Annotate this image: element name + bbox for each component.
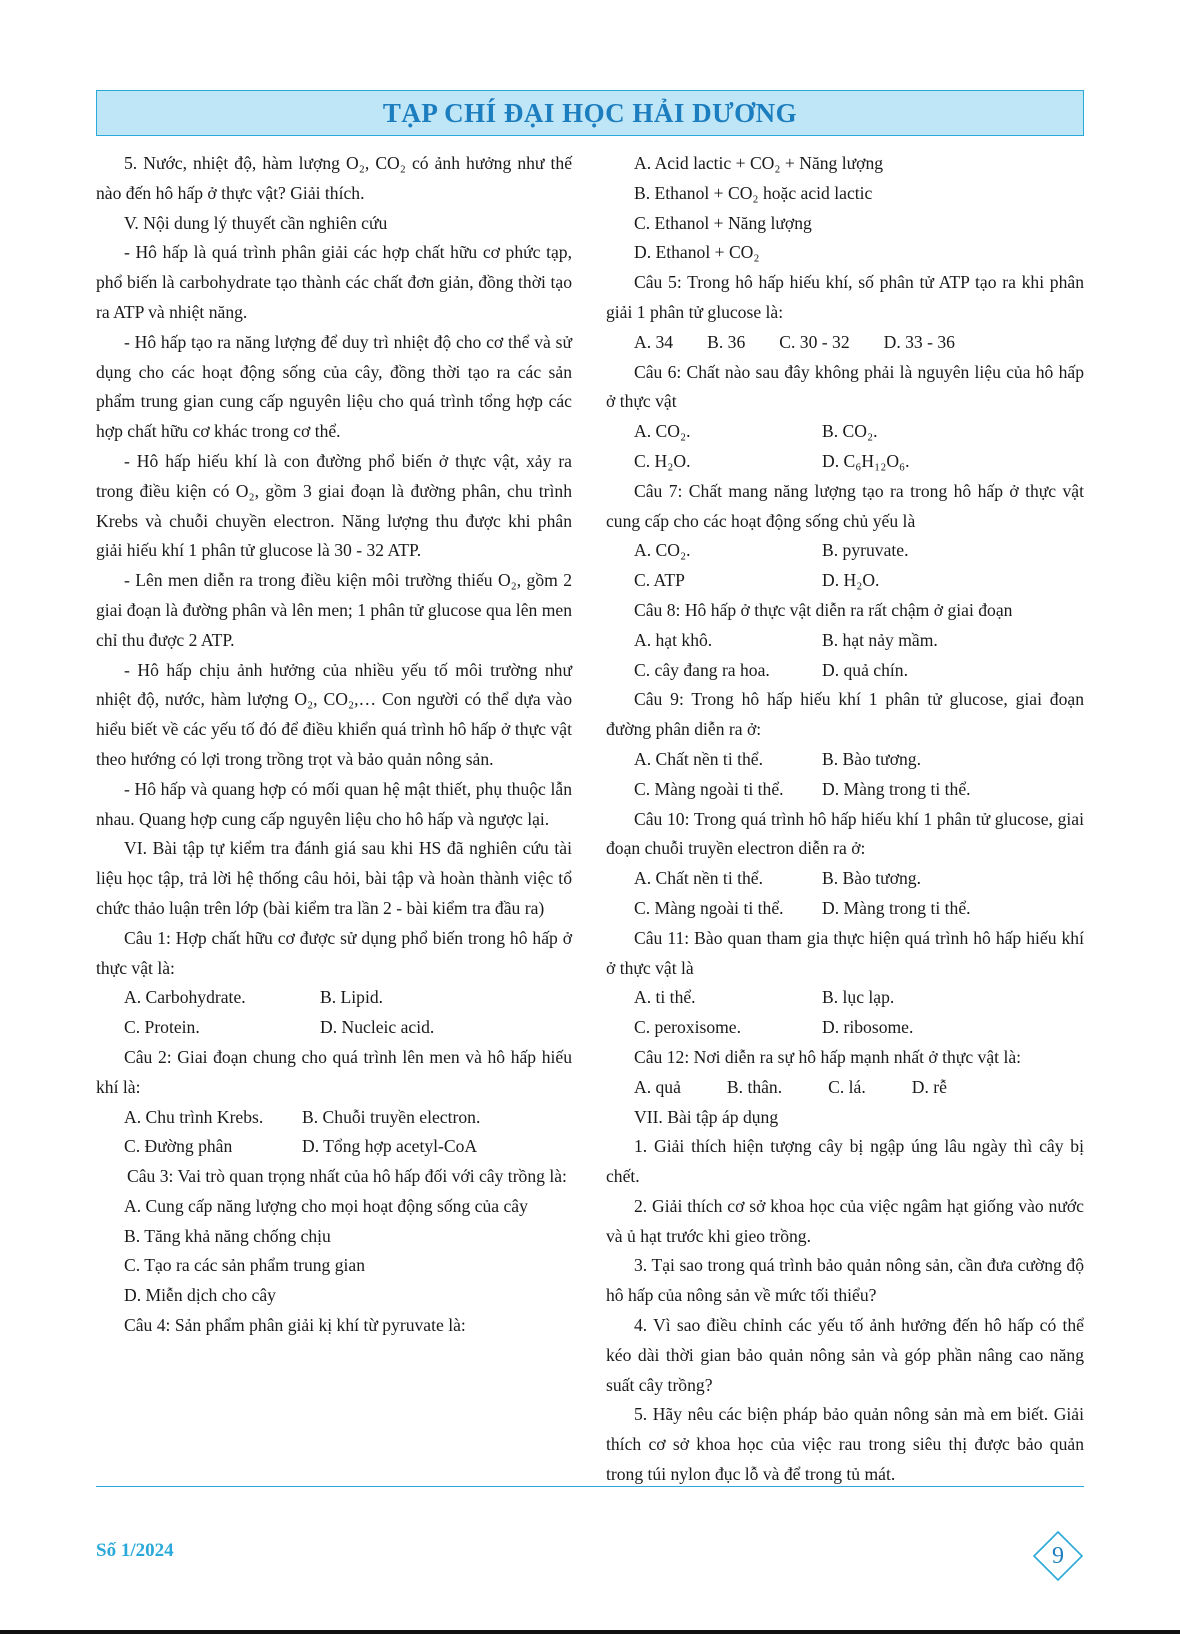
right-column [606, 149, 1084, 1490]
theory-paragraph: - Hô hấp tạo ra năng lượng để duy trì nhiệt độ cho cơ thể và sử dụng cho các hoạt động sống của cây, đồng thời tạo ra các sản phẩm trung gian cung cấp nguyên liệu cho quá trình tổng hợp các hợp chất hữu cơ khác trong cơ thể. [96, 331, 572, 442]
question-9-options [606, 745, 1084, 775]
option-c: C. cây đang ra hoa. [634, 659, 770, 680]
option-d: D. Tổng hợp acetyl-CoA [302, 1136, 478, 1157]
option-a: A. Chất nền ti thể. [634, 868, 763, 889]
option-a: A. CO₂. [634, 540, 691, 561]
option-b: B. thân. [726, 1076, 783, 1097]
option-d: D. Ethanol + CO₂ [634, 242, 760, 263]
option-b: B. 36 [707, 331, 746, 352]
option-c: C. lá. [828, 1076, 866, 1097]
question-10-options [606, 864, 1084, 894]
question-11-options [606, 983, 1084, 1013]
question-7-options [606, 536, 1084, 566]
option-a: A. 34 [634, 331, 674, 352]
option-b: B. Tăng khả năng chống chịu [124, 1225, 331, 1246]
question-2-options [96, 1103, 572, 1133]
question-6-options [606, 447, 1084, 477]
question-7-options [606, 566, 1084, 596]
option-d: D. rễ [911, 1076, 947, 1097]
option-a: A. Chất nền ti thể. [634, 748, 763, 769]
theory-paragraph: - Hô hấp chịu ảnh hưởng của nhiều yếu tố môi trường như nhiệt độ, nước, hàm lượng O₂, CO₂,… Con người có thể dựa vào hiểu biết về các yếu tố đó để điều khiển quá trình hô hấp ở thực vật theo hướng có lợi trong trồng trọt và bảo quản nông sản. [96, 659, 572, 769]
theory-paragraph: - Lên men diễn ra trong điều kiện môi trường thiếu O₂, gồm 2 giai đoạn là đường phân và lên men; 1 phân tử glucose qua lên men chỉ thu được 2 ATP. [96, 570, 572, 650]
option-a: A. quả [634, 1076, 681, 1097]
option-b: B. Chuỗi truyền electron. [302, 1106, 481, 1127]
question-8-options [606, 626, 1084, 656]
question-1-options [96, 983, 572, 1013]
option-c: C. Tạo ra các sản phẩm trung gian [124, 1255, 366, 1276]
option-d: D. Nucleic acid. [320, 1017, 435, 1038]
left-column [96, 149, 572, 1341]
question-11-options [606, 1013, 1084, 1043]
question-1-options [96, 1013, 572, 1043]
option-c: C. ATP [634, 570, 685, 591]
option-d: D. H₂O. [822, 570, 880, 591]
option-a: A. Acid lactic + CO₂ + Năng lượng [634, 153, 884, 173]
option-d: D. Màng trong ti thể. [822, 897, 971, 918]
question-12: Câu 12: Nơi diễn ra sự hô hấp mạnh nhất ở thực vật là: [634, 1046, 1022, 1067]
question-1: Câu 1: Hợp chất hữu cơ được sử dụng phổ biến trong hô hấp ở thực vật là: [96, 927, 572, 978]
option-a: A. Cung cấp năng lượng cho mọi hoạt động sống của cây [124, 1195, 528, 1216]
section-vii-heading: VII. Bài tập áp dụng [634, 1106, 779, 1127]
exercise-item: 2. Giải thích cơ sở khoa học của việc ngâm hạt giống vào nước và ủ hạt trước khi gieo trồng. [606, 1195, 1084, 1246]
option-c: C. 30 - 32 [779, 331, 850, 352]
option-c: C. Đường phân [124, 1136, 233, 1157]
option-d: D. 33 - 36 [883, 331, 955, 352]
option-a: A. ti thể. [634, 987, 696, 1008]
footer-divider [96, 1486, 1084, 1487]
section-v-heading: V. Nội dung lý thuyết cần nghiên cứu [124, 212, 388, 233]
question-6: Câu 6: Chất nào sau đây không phải là nguyên liệu của hô hấp ở thực vật [606, 361, 1084, 412]
question-9-options [606, 775, 1084, 805]
exercise-item: 4. Vì sao điều chỉnh các yếu tố ảnh hưởng đến hô hấp có thể kéo dài thời gian bảo quản nông sản và góp phần nâng cao năng suất cây trồng? [606, 1315, 1084, 1395]
question-12-options [606, 1073, 1084, 1103]
question-7: Câu 7: Chất mang năng lượng tạo ra trong hô hấp ở thực vật cung cấp cho các hoạt động sống chủ yếu là [606, 480, 1084, 531]
option-a: A. Chu trình Krebs. [124, 1106, 264, 1127]
option-d: D. Miễn dịch cho cây [124, 1285, 276, 1306]
theory-paragraph: - Hô hấp hiếu khí là con đường phổ biến ở thực vật, xảy ra trong điều kiện có O₂, gồm 3 giai đoạn là đường phân, chu trình Krebs và chuỗi chuyền electron. Năng lượng thu được khi phân giải hiếu khí 1 phân tử glucose là 30 - 32 ATP. [96, 450, 572, 561]
question-6-options [606, 417, 1084, 447]
option-b: B. Lipid. [320, 987, 384, 1008]
option-a: A. CO₂. [634, 421, 691, 442]
option-c: C. peroxisome. [634, 1017, 742, 1038]
option-c: C. H₂O. [634, 450, 691, 471]
question-2-options [96, 1132, 572, 1162]
option-d: D. quả chín. [822, 659, 908, 680]
option-b: B. lục lạp. [822, 987, 895, 1008]
option-c: C. Màng ngoài ti thể. [634, 778, 784, 799]
theory-paragraph: - Hô hấp là quá trình phân giải các hợp chất hữu cơ phức tạp, phổ biến là carbohydrate tạo thành các chất đơn giản, đồng thời tạo ra ATP và nhiệt năng. [96, 242, 572, 322]
theory-paragraph: - Hô hấp và quang hợp có mối quan hệ mật thiết, phụ thuộc lẫn nhau. Quang hợp cung cấp nguyên liệu cho hô hấp và ngược lại. [96, 778, 572, 829]
journal-header [96, 90, 1084, 136]
page-number: 9 [1052, 1543, 1064, 1569]
option-c: C. Màng ngoài ti thể. [634, 897, 784, 918]
question-5: Câu 5: Trong hô hấp hiếu khí, số phân tử ATP tạo ra khi phân giải 1 phân tử glucose là: [606, 272, 1084, 322]
option-c: C. Ethanol + Năng lượng [634, 212, 812, 233]
page-number-badge [1032, 1530, 1084, 1582]
option-d: D. Màng trong ti thể. [822, 778, 971, 799]
option-b: B. pyruvate. [822, 540, 909, 561]
option-b: B. Bào tương. [822, 868, 921, 889]
bottom-edge [0, 1630, 1180, 1634]
option-a: A. Carbohydrate. [124, 987, 246, 1008]
issue-number: Số 1/2024 [96, 1540, 174, 1561]
option-b: B. Bào tương. [822, 748, 921, 769]
option-a: A. hạt khô. [634, 629, 713, 650]
option-b: B. Ethanol + CO₂ hoặc acid lactic [634, 182, 873, 203]
journal-title: TẠP CHÍ ĐẠI HỌC HẢI DƯƠNG [382, 97, 798, 128]
question-10-options [606, 894, 1084, 924]
question-3: Câu 3: Vai trò quan trọng nhất của hô hấp đối với cây trồng là: [127, 1166, 567, 1187]
option-b: B. CO₂. [822, 421, 878, 442]
exercise-item: 5. Hãy nêu các biện pháp bảo quản nông sản mà em biết. Giải thích cơ sở khoa học của việc rau trong siêu thị được bảo quản trong túi nylon đục lỗ và để trong tủ mát. [606, 1404, 1084, 1485]
option-d: D. ribosome. [822, 1017, 914, 1038]
question-11: Câu 11: Bào quan tham gia thực hiện quá trình hô hấp hiếu khí ở thực vật là [606, 927, 1084, 978]
question-9: Câu 9: Trong hô hấp hiếu khí 1 phân tử glucose, giai đoạn đường phân diễn ra ở: [606, 689, 1084, 740]
option-d: D. C₆H₁₂O₆. [822, 450, 910, 471]
question-8: Câu 8: Hô hấp ở thực vật diễn ra rất chậm ở giai đoạn [634, 599, 1013, 620]
question-4: Câu 4: Sản phẩm phân giải kị khí từ pyruvate là: [124, 1315, 466, 1336]
exercise-item: 1. Giải thích hiện tượng cây bị ngập úng lâu ngày thì cây bị chết. [606, 1136, 1084, 1187]
section-vi-heading: VI. Bài tập tự kiểm tra đánh giá sau khi HS đã nghiên cứu tài liệu học tập, trả lời hệ thống câu hỏi, bài tập và hoàn thành việc tổ chức thảo luận trên lớp (bài kiểm tra lần 2 - bài kiểm tra đầu ra) [96, 838, 572, 918]
question-2: Câu 2: Giai đoạn chung cho quá trình lên men và hô hấp hiếu khí là: [96, 1046, 572, 1097]
option-c: C. Protein. [124, 1017, 200, 1038]
question-8-options [606, 656, 1084, 686]
option-b: B. hạt nảy mầm. [822, 629, 938, 650]
question-5-prompt: 5. Nước, nhiệt độ, hàm lượng O₂, CO₂ có ảnh hưởng như thế nào đến hô hấp ở thực vật? Giải thích. [96, 153, 572, 203]
exercise-item: 3. Tại sao trong quá trình bảo quản nông sản, cần đưa cường độ hô hấp của nông sản về mức tối thiểu? [606, 1255, 1084, 1306]
question-10: Câu 10: Trong quá trình hô hấp hiếu khí 1 phân tử glucose, giai đoạn chuỗi truyền electron diễn ra ở: [606, 808, 1084, 859]
question-5-options [606, 328, 1084, 358]
